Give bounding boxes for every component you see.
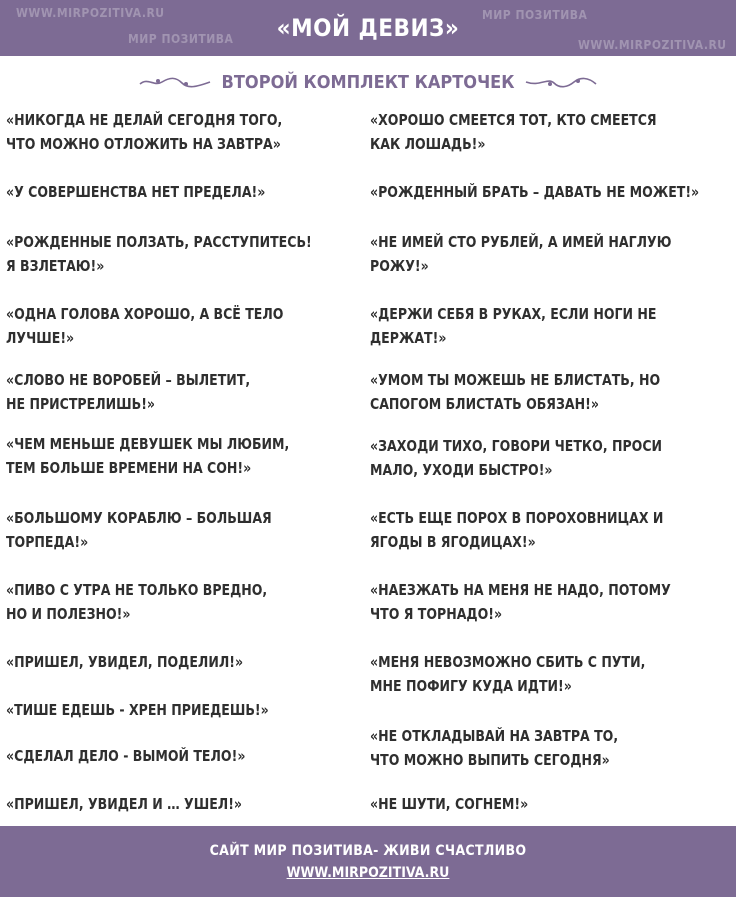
quote-item: «ПРИШЕЛ, УВИДЕЛ, ПОДЕЛИЛ!» bbox=[6, 653, 244, 671]
watermark: WWW.MIRPOZITIVA.RU bbox=[16, 6, 165, 20]
footer-banner bbox=[0, 826, 736, 897]
quote-item: «БОЛЬШОМУ КОРАБЛЮ – БОЛЬШАЯ ТОРПЕДА!» bbox=[6, 509, 272, 551]
quote-item: «СДЕЛАЛ ДЕЛО - ВЫМОЙ ТЕЛО!» bbox=[6, 747, 246, 765]
page-title: «МОЙ ДЕВИЗ» bbox=[276, 14, 460, 42]
header-banner bbox=[0, 0, 736, 56]
quote-item: «РОЖДЕННЫЕ ПОЛЗАТЬ, РАССТУПИТЕСЬ! Я ВЗЛЕТАЮ!» bbox=[6, 233, 312, 275]
quote-item: «НАЕЗЖАТЬ НА МЕНЯ НЕ НАДО, ПОТОМУ ЧТО Я ТОРНАДО!» bbox=[370, 581, 671, 623]
quote-item: «РОЖДЕННЫЙ БРАТЬ – ДАВАТЬ НЕ МОЖЕТ!» bbox=[370, 183, 700, 201]
quote-item: «НИКОГДА НЕ ДЕЛАЙ СЕГОДНЯ ТОГО, ЧТО МОЖНО ОТЛОЖИТЬ НА ЗАВТРА» bbox=[6, 111, 283, 153]
watermark: МИР ПОЗИТИВА bbox=[128, 32, 234, 46]
quote-item: «МЕНЯ НЕВОЗМОЖНО СБИТЬ С ПУТИ, МНЕ ПОФИГУ КУДА ИДТИ!» bbox=[370, 653, 646, 695]
quote-item: «ДЕРЖИ СЕБЯ В РУКАХ, ЕСЛИ НОГИ НЕ ДЕРЖАТ!» bbox=[370, 305, 657, 347]
watermark: МИР ПОЗИТИВА bbox=[482, 8, 588, 22]
quote-item: «У СОВЕРШЕНСТВА НЕТ ПРЕДЕЛА!» bbox=[6, 183, 266, 201]
quote-item: «ПИВО С УТРА НЕ ТОЛЬКО ВРЕДНО, НО И ПОЛЕЗНО!» bbox=[6, 581, 268, 623]
quote-item: «ЕСТЬ ЕЩЕ ПОРОХ В ПОРОХОВНИЦАХ И ЯГОДЫ В ЯГОДИЦАХ!» bbox=[370, 509, 664, 551]
quote-item: «ТИШЕ ЕДЕШЬ - ХРЕН ПРИЕДЕШЬ!» bbox=[6, 701, 269, 719]
quote-item: «СЛОВО НЕ ВОРОБЕЙ – ВЫЛЕТИТ, НЕ ПРИСТРЕЛИШЬ!» bbox=[6, 371, 251, 413]
quote-item: «НЕ ШУТИ, СОГНЕМ!» bbox=[370, 795, 529, 813]
site-link[interactable]: WWW.MIRPOZITIVA.RU bbox=[286, 864, 450, 881]
flourish-right-icon bbox=[524, 75, 598, 89]
subheading bbox=[0, 68, 736, 96]
watermark: WWW.MIRPOZITIVA.RU bbox=[578, 38, 727, 52]
quote-item: «НЕ ОТКЛАДЫВАЙ НА ЗАВТРА ТО, ЧТО МОЖНО ВЫПИТЬ СЕГОДНЯ» bbox=[370, 727, 619, 769]
footer-tagline: САЙТ МИР ПОЗИТИВА- ЖИВИ СЧАСТЛИВО bbox=[209, 842, 527, 859]
quote-item: «ОДНА ГОЛОВА ХОРОШО, А ВСЁ ТЕЛО ЛУЧШЕ!» bbox=[6, 305, 284, 347]
quote-item: «ХОРОШО СМЕЕТСЯ ТОТ, КТО СМЕЕТСЯ КАК ЛОШАДЬ!» bbox=[370, 111, 657, 153]
quote-item: «НЕ ИМЕЙ СТО РУБЛЕЙ, А ИМЕЙ НАГЛУЮ РОЖУ!» bbox=[370, 233, 672, 275]
subheading-text: ВТОРОЙ КОМПЛЕКТ КАРТОЧЕК bbox=[221, 71, 515, 93]
quote-item: «ЗАХОДИ ТИХО, ГОВОРИ ЧЕТКО, ПРОСИ МАЛО, УХОДИ БЫСТРО!» bbox=[370, 437, 663, 479]
flourish-left-icon bbox=[138, 75, 212, 89]
quote-item: «ЧЕМ МЕНЬШЕ ДЕВУШЕК МЫ ЛЮБИМ, ТЕМ БОЛЬШЕ ВРЕМЕНИ НА СОН!» bbox=[6, 435, 290, 477]
quote-item: «ПРИШЕЛ, УВИДЕЛ И … УШЕЛ!» bbox=[6, 795, 243, 813]
quote-item: «УМОМ ТЫ МОЖЕШЬ НЕ БЛИСТАТЬ, НО САПОГОМ БЛИСТАТЬ ОБЯЗАН!» bbox=[370, 371, 661, 413]
